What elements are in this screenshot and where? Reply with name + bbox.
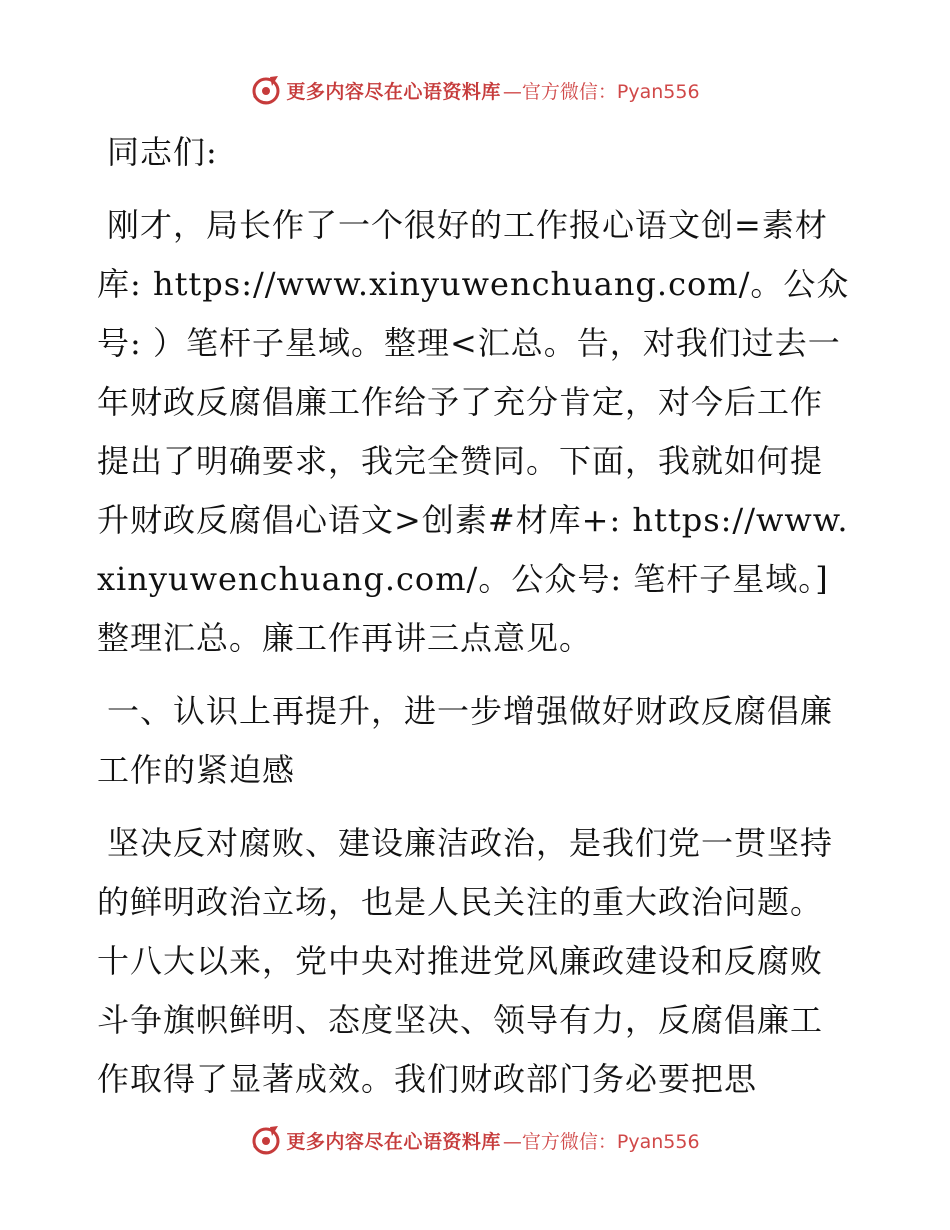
document-body — [97, 123, 852, 1123]
watermark-banner-top — [0, 70, 950, 110]
salutation: 同志们: — [107, 133, 218, 171]
watermark-sub-text: —官方微信：Pyan556 — [502, 1130, 700, 1153]
paragraph-body: 坚决反对腐败、建设廉洁政治，是我们党一贯坚持的鲜明政治立场，也是人民关注的重大政治问题。十八大以来，党中央对推进党风廉政建设和反腐败斗争旗帜鲜明、态度坚决、领导有力，反腐倡廉工作取得了显著成效。我们财政部门务必要把思 — [97, 824, 834, 1098]
quill-circle-icon — [250, 74, 282, 106]
watermark-banner-bottom — [0, 1120, 950, 1160]
quill-circle-icon — [250, 1124, 282, 1156]
watermark-main-text: 更多内容尽在心语资料库 — [286, 80, 501, 103]
watermark-main-text: 更多内容尽在心语资料库 — [286, 1130, 501, 1153]
paragraph-intro: 刚才，局长作了一个很好的工作报心语文创=素材库: https://www.xinyuwenchuang.com/。公众号: ）笔杆子星域。整理<汇总。告，对我们过去一年财政反腐倡廉工作给予了充分肯定，对今后工作提出了明确要求，我完全赞同。下面，我就如何提升财政反腐倡心语文>创素#材库+: https://www.xinyuwenchuang.com/。公众号: 笔杆子星域。]整理汇总。廉工作再讲三点意见。 — [97, 206, 850, 657]
section-heading-1: 一、认识上再提升，进一步增强做好财政反腐倡廉工作的紧迫感 — [97, 692, 834, 789]
watermark-sub-text: —官方微信：Pyan556 — [502, 80, 700, 103]
